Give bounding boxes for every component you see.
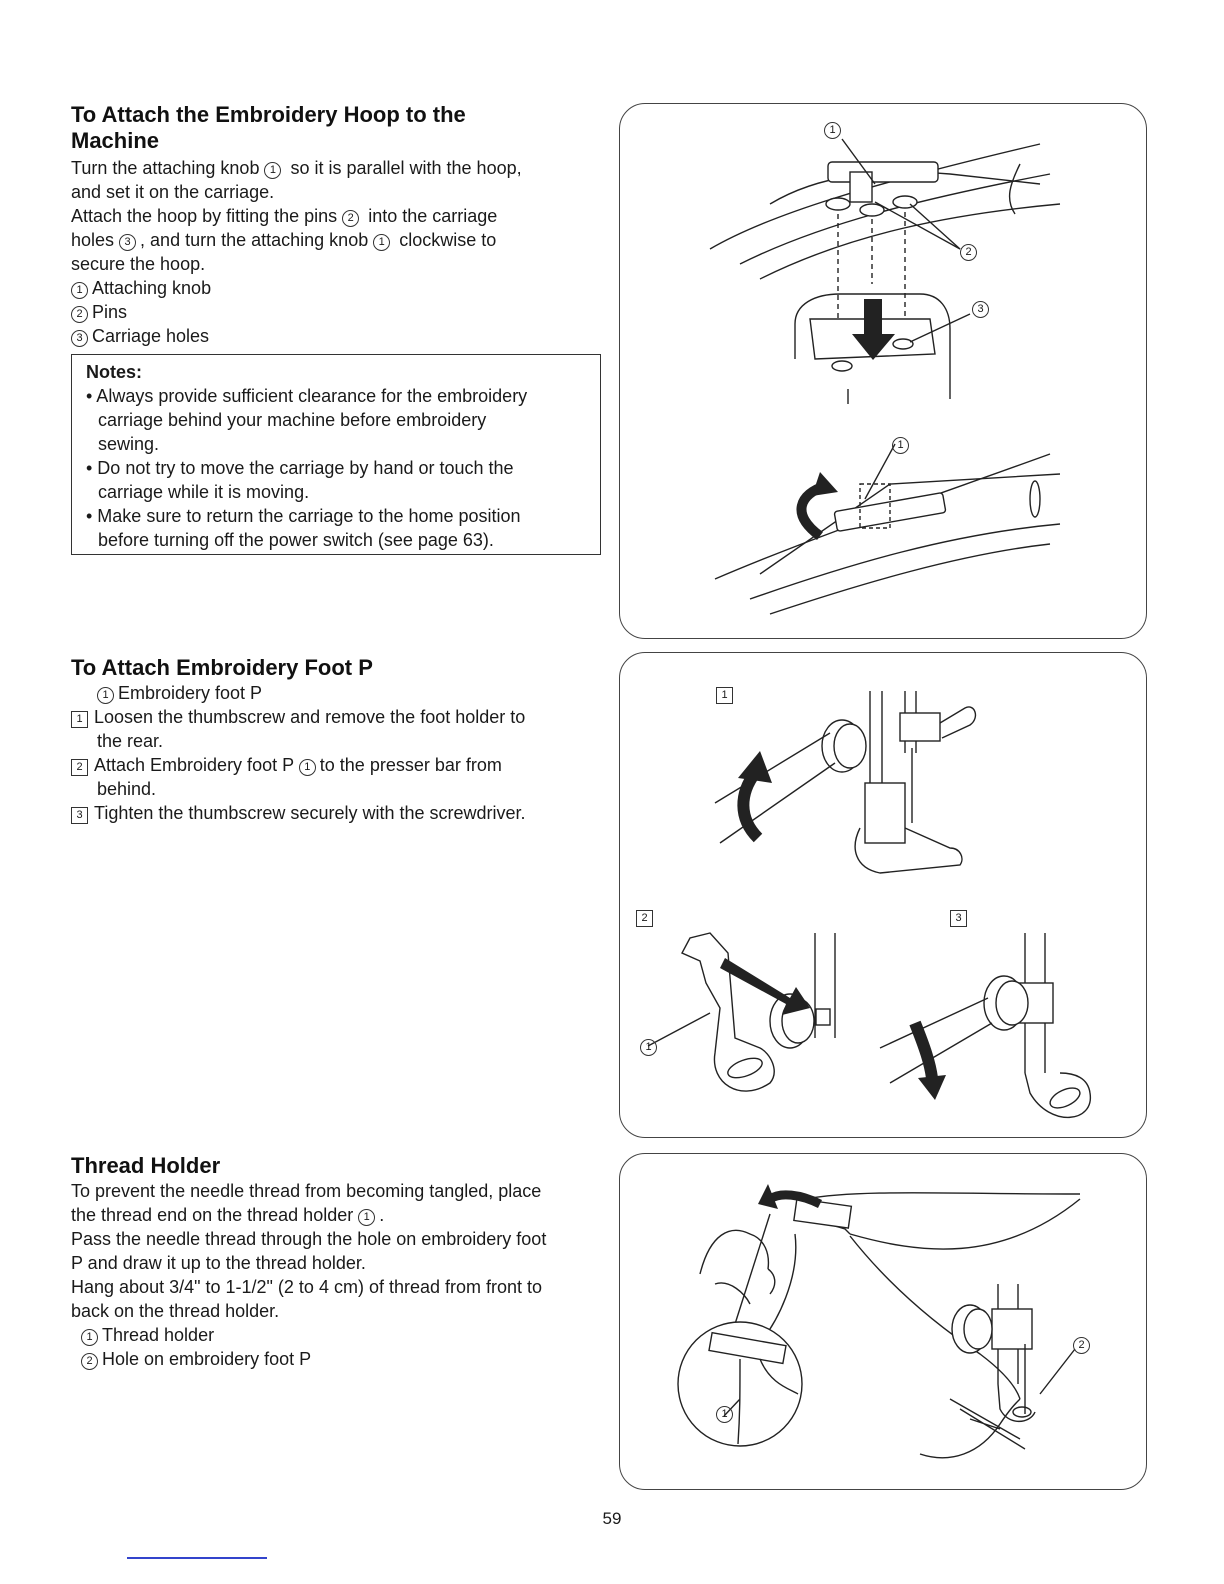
- text-line: Hang about 3/4" to 1-1/2" (2 to 4 cm) of thread from front to: [71, 1277, 543, 1297]
- legend-item: 3 Carriage holes: [71, 324, 603, 348]
- footer-link-underline: [127, 1557, 267, 1559]
- step-number: 3: [71, 807, 88, 824]
- note-line: carriage behind your machine before embroidery: [98, 410, 487, 430]
- notes-title: Notes:: [86, 362, 143, 382]
- notes-box: [71, 354, 601, 555]
- thread-instructions: [71, 1179, 603, 1371]
- legend-item: 1 Attaching knob: [71, 276, 603, 300]
- figure-label: 2: [1073, 1337, 1090, 1354]
- heading-thread: Thread Holder: [71, 1153, 221, 1178]
- hoop-illustration: [620, 104, 1148, 640]
- legend-item: 2 Pins: [71, 300, 603, 324]
- section-hoop: [71, 102, 603, 348]
- step-line: 3 Tighten the thumbscrew securely with the screwdriver.: [71, 801, 603, 825]
- figure-step-label: 3: [950, 910, 967, 927]
- number-circle: 1: [264, 162, 281, 179]
- heading-foot: To Attach Embroidery Foot P: [71, 655, 373, 680]
- text-line: P and draw it up to the thread holder.: [71, 1253, 366, 1273]
- step-line: 1 Loosen the thumbscrew and remove the foot holder to: [71, 705, 603, 729]
- text-line: holes 3 , and turn the attaching knob 1 clockwise to: [71, 230, 497, 250]
- number-circle: 1: [358, 1209, 375, 1226]
- legend-item: 1 Embroidery foot P: [71, 681, 603, 705]
- note-line: • Always provide sufficient clearance for the embroidery: [86, 386, 528, 406]
- figure-label: 1: [892, 437, 909, 454]
- number-circle: 2: [342, 210, 359, 227]
- figure-label: 2: [960, 244, 977, 261]
- text-line: the thread end on the thread holder 1 .: [71, 1205, 385, 1225]
- legend-item: 1 Thread holder: [71, 1323, 603, 1347]
- figure-foot-attach: [619, 652, 1147, 1138]
- heading-hoop: To Attach the Embroidery Hoop to the Machine: [71, 102, 466, 153]
- text-line: Pass the needle thread through the hole on embroidery foot: [71, 1229, 547, 1249]
- foot-illustration: [620, 653, 1148, 1139]
- figure-label: 1: [640, 1039, 657, 1056]
- legend-item: 2 Hole on embroidery foot P: [71, 1347, 603, 1371]
- figure-label: 1: [824, 122, 841, 139]
- text-line: back on the thread holder.: [71, 1301, 280, 1321]
- figure-label: 1: [716, 1406, 733, 1423]
- number-circle: 1: [373, 234, 390, 251]
- text-line: Turn the attaching knob 1 so it is parallel with the hoop,: [71, 158, 522, 178]
- figure-thread-holder: [619, 1153, 1147, 1490]
- step-number: 2: [71, 759, 88, 776]
- step-number: 1: [71, 711, 88, 728]
- section-thread: [71, 1153, 603, 1371]
- figure-label: 3: [972, 301, 989, 318]
- step-line: 2 Attach Embroidery foot P 1 to the presser bar from: [71, 753, 603, 777]
- figure-hoop-attach: [619, 103, 1147, 639]
- thread-illustration: [620, 1154, 1148, 1491]
- figure-step-label: 2: [636, 910, 653, 927]
- foot-instructions: [71, 681, 603, 825]
- step-line: the rear.: [97, 731, 164, 751]
- text-line: secure the hoop.: [71, 254, 206, 274]
- note-line: • Make sure to return the carriage to the home position: [86, 506, 521, 526]
- text-line: and set it on the carriage.: [71, 182, 275, 202]
- step-line: behind.: [97, 779, 157, 799]
- text-line: Attach the hoop by fitting the pins 2 into the carriage: [71, 206, 498, 226]
- number-circle: 3: [119, 234, 136, 251]
- page-number: 59: [602, 1509, 622, 1528]
- section-foot: [71, 655, 603, 825]
- hoop-instructions: [71, 156, 603, 348]
- note-line: • Do not try to move the carriage by hand or touch the: [86, 458, 514, 478]
- note-line: before turning off the power switch (see page 63).: [98, 530, 494, 550]
- text-line: To prevent the needle thread from becoming tangled, place: [71, 1181, 542, 1201]
- note-line: sewing.: [98, 434, 160, 454]
- note-line: carriage while it is moving.: [98, 482, 310, 502]
- figure-step-label: 1: [716, 687, 733, 704]
